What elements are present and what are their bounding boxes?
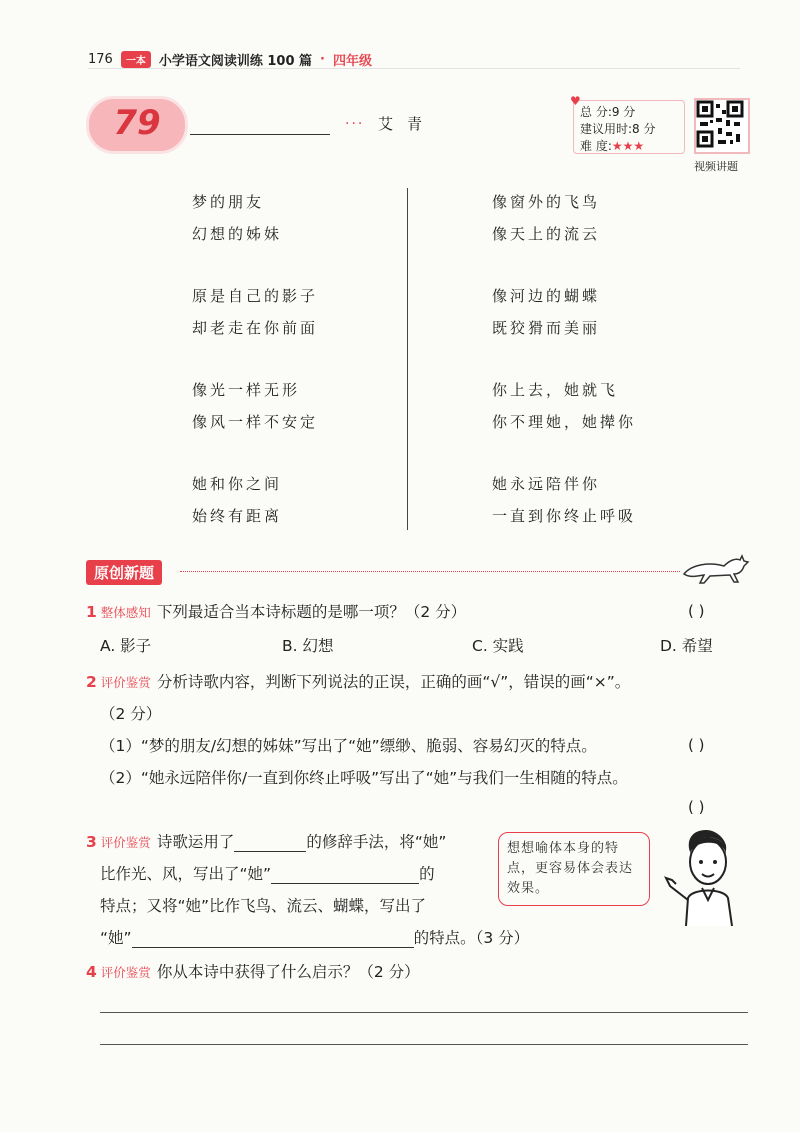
fill-blank[interactable] [132,929,414,948]
question-tag: 整体感知 [100,605,151,620]
question-2-item-1: （1）“梦的朋友/幻想的姊妹”写出了“她”缥缈、脆弱、容易幻灭的特点。 [100,737,597,755]
qr-label: 视频讲题 [694,160,738,173]
question-2-item-2: （2）“她永远陪伴你/一直到你终止呼吸”写出了“她”与我们一生相随的特点。 [100,769,628,787]
section-tag: 原创新题 [86,560,162,585]
poem-line: 像光一样无形 [192,381,301,399]
poem-line: 她和你之间 [192,475,283,493]
question-text: 你从本诗中获得了什么启示？（2 分） [156,963,420,981]
question-2-score: （2 分） [100,705,162,723]
question-3-line-3: 特点；又将“她”比作飞鸟、流云、蝴蝶，写出了 [100,897,427,915]
poem-divider [407,188,408,530]
option-c[interactable]: C. 实践 [472,637,524,655]
option-b[interactable]: B. 幻想 [282,637,334,655]
poem-line: 像天上的流云 [492,225,601,243]
boy-icon [662,822,752,926]
answer-paren[interactable]: ( ) [688,736,705,754]
question-3-line-1: 3 评价鉴赏 诗歌运用了 的修辞手法，将“她” [86,833,447,851]
option-a[interactable]: A. 影子 [100,637,152,655]
poem-stanza [192,186,318,250]
qr-code-icon[interactable] [694,98,750,154]
lesson-number: 79 [113,103,161,143]
question-4: 4 评价鉴赏 你从本诗中获得了什么启示？（2 分） [86,963,420,981]
publisher-logo: 一本 [121,51,151,68]
poem-line: 你上去，她就飞 [492,381,619,399]
title-blank-line [190,134,330,135]
fill-blank[interactable] [271,865,419,884]
author-dots: ··· [345,116,365,132]
answer-line[interactable] [100,1044,748,1045]
poem-stanza [492,468,636,532]
poem-stanza [492,280,636,344]
poem-line: 像风一样不安定 [192,413,319,431]
poem-right-column [492,186,636,562]
poem-line: 始终有距离 [192,507,283,525]
poem-line: 她永远陪伴你 [492,475,601,493]
header-divider [88,68,740,69]
question-3-line-4: “她” 的特点。（3 分） [100,929,530,947]
series-title: 小学语文阅读训练 100 篇 [158,54,313,69]
answer-line[interactable] [100,1012,748,1013]
poem-line: 原是自己的影子 [192,287,319,305]
poem-stanza [192,280,318,344]
question-tag: 评价鉴赏 [100,965,151,980]
answer-paren[interactable]: ( ) [688,798,705,816]
question-text: 分析诗歌内容，判断下列说法的正误，正确的画“√”，错误的画“×”。 [156,673,631,691]
answer-paren[interactable]: ( ) [688,602,705,620]
poem-line: 既狡猾而美丽 [492,319,601,337]
difficulty-row: 难 度:★★★ [580,139,645,153]
heart-icon: ♥ [570,94,581,108]
section-dotted-line [180,571,680,572]
poem-line: 你不理她，她撵你 [492,413,637,431]
option-d[interactable]: D. 希望 [660,637,713,655]
question-tag: 评价鉴赏 [100,835,151,850]
poem-line: 梦的朋友 [192,193,265,211]
separator: · [320,52,325,67]
total-score-row: 总 分:9 分 [580,105,636,119]
poem-line: 一直到你终止呼吸 [492,507,637,525]
poem-stanza [492,186,636,250]
question-2: 2 评价鉴赏 分析诗歌内容，判断下列说法的正误，正确的画“√”，错误的画“×”。 [86,673,631,691]
lesson-number-badge [86,96,188,154]
star-icon: ★★★ [611,139,645,153]
hint-bubble: 想想喻体本身的特点，更容易体会表达效果。 [498,832,650,906]
poem-stanza [192,374,318,438]
grade-label: 四年级 [332,54,372,69]
poem-left-column [192,186,318,562]
fill-blank[interactable] [234,833,306,852]
poem-stanza [192,468,318,532]
score-info-box [570,94,685,154]
poem-line: 幻想的姊妹 [192,225,283,243]
poem-line: 却老走在你前面 [192,319,319,337]
suggested-time-row: 建议用时:8 分 [580,122,656,136]
question-tag: 评价鉴赏 [100,675,151,690]
page-header [88,50,372,69]
question-3-line-2: 比作光、风，写出了“她” 的 [100,865,435,883]
question-1: 1 整体感知 下列最适合当本诗标题的是哪一项？（2 分） [86,603,467,621]
page-number: 176 [88,52,113,67]
poem-line: 像窗外的飞鸟 [492,193,601,211]
poem-line: 像河边的蝴蝶 [492,287,601,305]
poem-stanza [492,374,636,438]
author-name: 艾青 [378,115,437,133]
cat-icon [680,552,752,586]
question-text: 下列最适合当本诗标题的是哪一项？（2 分） [156,603,467,621]
